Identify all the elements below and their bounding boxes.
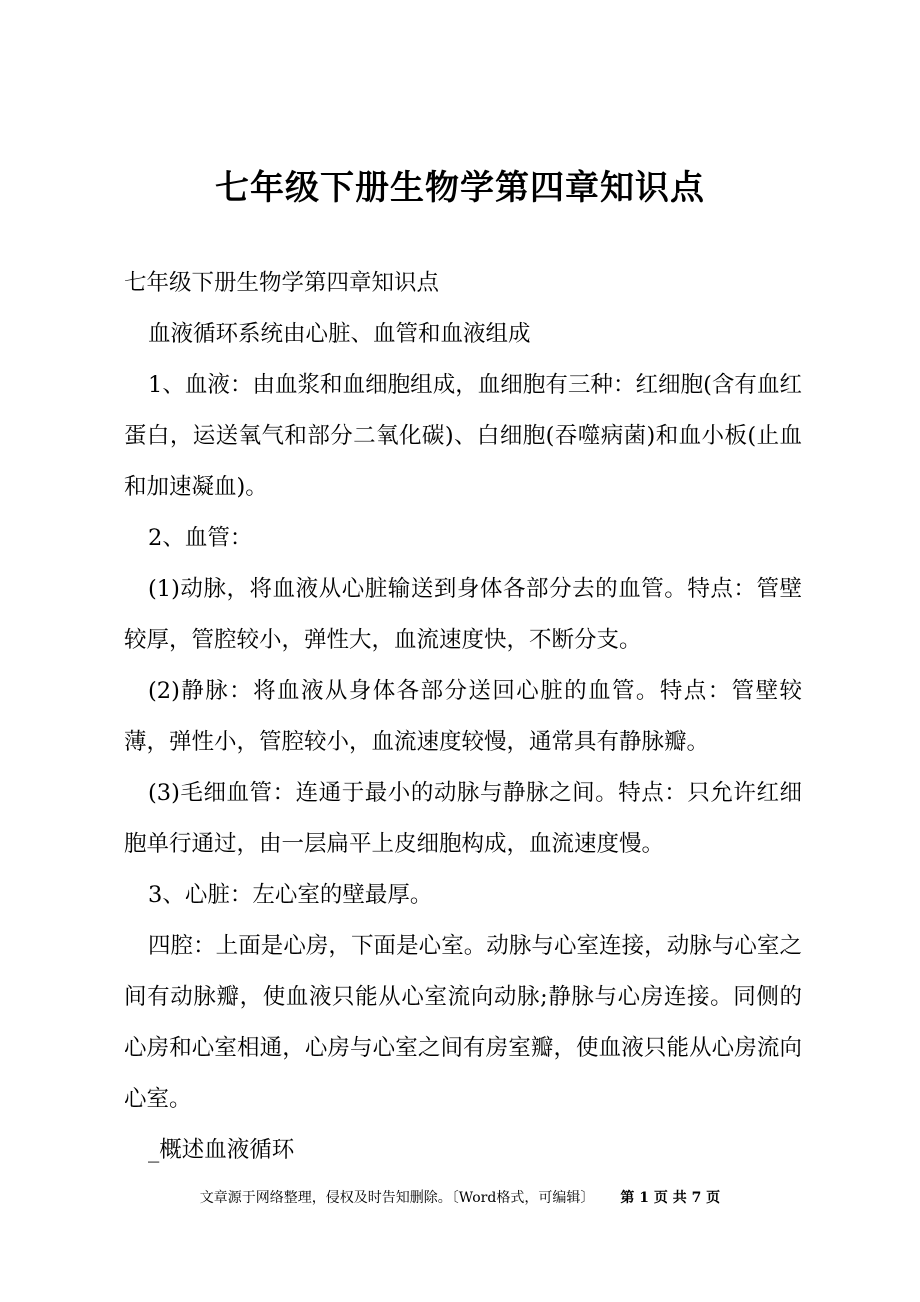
paragraph-subtitle: 七年级下册生物学第四章知识点 <box>124 270 440 296</box>
footer-note: 文章源于网络整理，侵权及时告知删除。〔Word格式，可编辑〕 <box>199 1190 595 1206</box>
paragraph-blood: 1、血液：由血浆和血细胞组成，血细胞有三种：红细胞(含有血红蛋白，运送氧气和部分二氧化碳)、白细胞(吞噬病菌)和血小板(止血和加速凝血)。 <box>124 372 802 500</box>
paragraph-artery: (1)动脉，将血液从心脏输送到身体各部分去的血管。特点：管壁较厚，管腔较小，弹性大，血流速度快，不断分支。 <box>124 576 802 653</box>
paragraph-four-chambers: 四腔：上面是心房，下面是心室。动脉与心室连接，动脉与心室之间有动脉瓣，使血液只能从心室流向动脉;静脉与心房连接。同侧的心房和心室相通，心房与心室之间有房室瓣，使血液只能从心房流向心室。 <box>124 933 802 1112</box>
paragraph-vessels-heading: 2、血管： <box>148 525 253 551</box>
page-footer <box>0 1186 920 1210</box>
document-title: 七年级下册生物学第四章知识点 <box>215 168 705 208</box>
document-body <box>124 258 802 1176</box>
paragraph-vein: (2)静脉：将血液从身体各部分送回心脏的血管。特点：管壁较薄，弹性小，管腔较小，血流速度较慢，通常具有静脉瓣。 <box>124 678 802 755</box>
page-number: 第 1 页 共 7 页 <box>620 1190 721 1206</box>
paragraph-circulation-heading: _概述血液循环 <box>148 1137 295 1163</box>
paragraph-heart: 3、心脏：左心室的壁最厚。 <box>148 882 433 908</box>
paragraph-intro: 血液循环系统由心脏、血管和血液组成 <box>148 321 531 347</box>
paragraph-capillary: (3)毛细血管：连通于最小的动脉与静脉之间。特点：只允许红细胞单行通过，由一层扁平上皮细胞构成，血流速度慢。 <box>124 780 802 857</box>
